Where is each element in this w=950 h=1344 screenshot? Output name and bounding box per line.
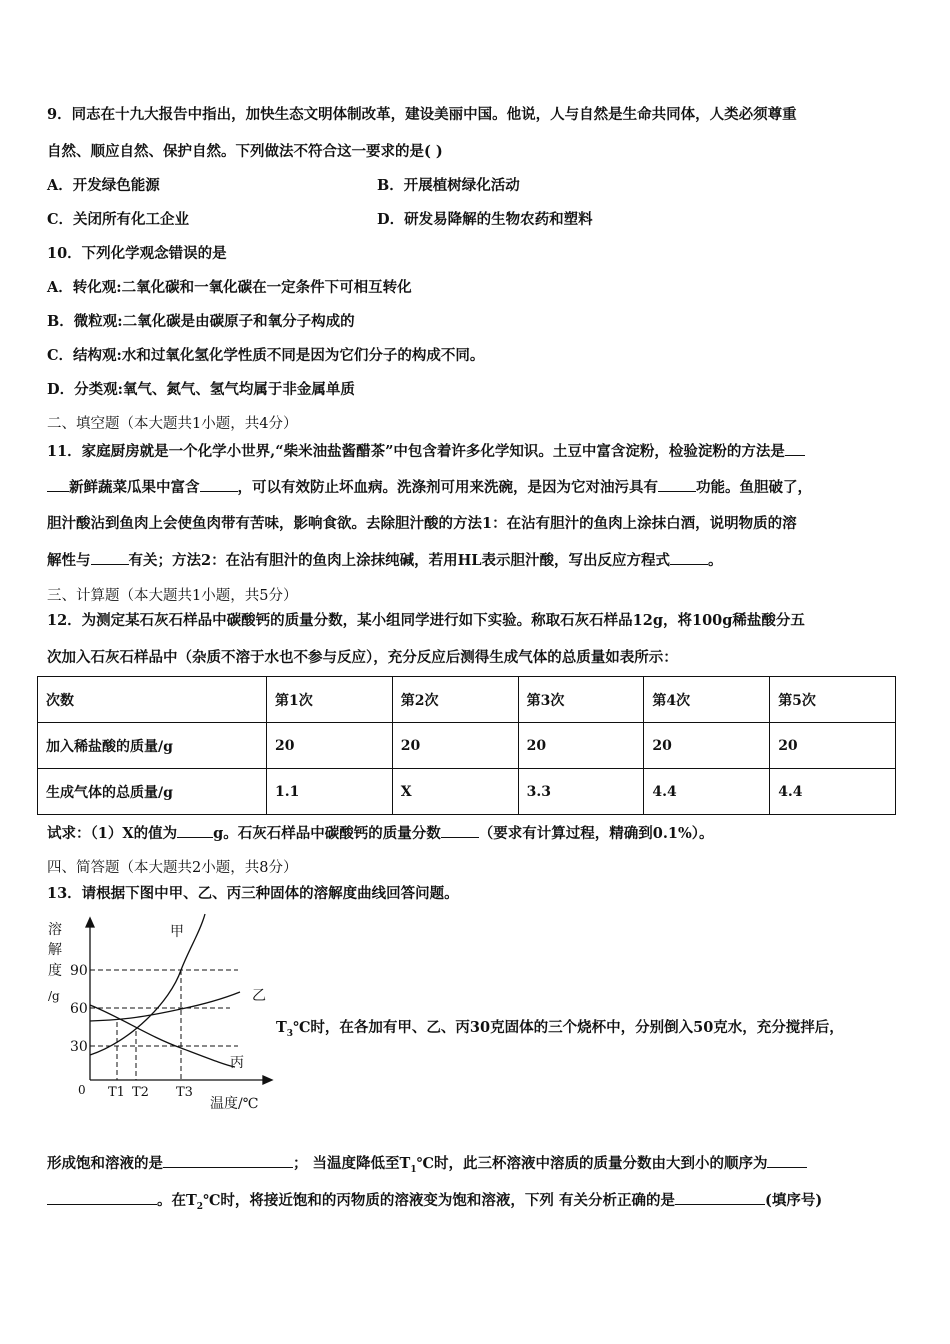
q11-text: 新鲜蔬菜瓜果中富含	[69, 479, 200, 496]
section-4-heading: 四、简答题（本大题共2小题，共8分）	[47, 860, 298, 876]
y-axis-label: 解	[48, 942, 62, 958]
table-cell: 3.3	[518, 769, 644, 815]
table-header-cell: 第4次	[644, 677, 770, 723]
table-cell: 生成气体的总质量/g	[38, 769, 267, 815]
q11-line3: 胆汁酸沾到鱼肉上会使鱼肉带有苦味，影响食欲。去除胆汁酸的方法1：在沾有胆汁的鱼肉上涂抹白酒，说明物质的溶	[47, 515, 797, 532]
q12-line1: 12．为测定某石灰石样品中碳酸钙的质量分数，某小组同学进行如下实验。称取石灰石样品12g，将100g稀盐酸分五	[47, 612, 805, 629]
q11-text: ，可以有效防止坏血病。洗涤剂可用来洗碗，是因为它对油污具有	[237, 479, 658, 496]
table-cell: 加入稀盐酸的质量/g	[38, 723, 267, 769]
answer-blank[interactable]	[91, 550, 129, 566]
curve-label-jia: 甲	[170, 924, 184, 940]
q11-line2	[47, 476, 812, 497]
y-tick-label: 30	[70, 1039, 88, 1055]
q12-text: 试求：（1）X的值为	[47, 825, 178, 842]
answer-blank[interactable]	[658, 477, 696, 493]
y-tick-label: 90	[70, 963, 88, 979]
y-axis-label: /g	[48, 989, 60, 1003]
table-header-cell: 第5次	[770, 677, 896, 723]
answer-blank[interactable]	[47, 477, 69, 493]
curve-yi	[90, 992, 240, 1021]
q11-text: 有关；方法2：在沾有胆汁的鱼肉上涂抹纯碱，若用HL表示胆汁酸，写出反应方程式	[128, 552, 670, 569]
q11-text: 功能。鱼胆破了，	[696, 479, 812, 496]
q13-stem: 13．请根据下图中甲、乙、丙三种固体的溶解度曲线回答问题。	[47, 885, 459, 902]
table-header-cell: 第2次	[392, 677, 518, 723]
q13-text: T	[276, 1019, 287, 1036]
q13-text: (填序号)	[764, 1192, 823, 1209]
q12-text: g。石灰石样品中碳酸钙的质量分数	[213, 825, 441, 842]
table-cell: 4.4	[770, 769, 896, 815]
q12-ask	[47, 822, 714, 843]
q9-option-a: A．开发绿色能源	[47, 177, 160, 194]
q13-text: 。在T	[157, 1192, 197, 1209]
table-header-cell: 第3次	[518, 677, 644, 723]
x-tick-label: T3	[176, 1085, 193, 1100]
q9-line2: 自然、顺应自然、保护自然。下列做法不符合这一要求的是( )	[47, 143, 443, 160]
q13-line1	[47, 1152, 807, 1175]
q12-line2: 次加入石灰石样品中（杂质不溶于水也不参与反应），充分反应后测得生成气体的总质量如表所示：	[47, 649, 678, 666]
q13-text: 形成饱和溶液的是	[47, 1155, 163, 1172]
q12-text: （要求有计算过程，精确到0.1%）。	[478, 825, 714, 842]
q10-option-d: D．分类观:氧气、氮气、氢气均属于非金属单质	[47, 381, 355, 398]
curve-label-yi: 乙	[252, 988, 266, 1004]
y-axis-label: 溶	[48, 922, 62, 938]
curve-bing	[90, 1005, 235, 1067]
section-3-heading: 三、计算题（本大题共1小题，共5分）	[47, 588, 298, 604]
table-header-cell: 第1次	[267, 677, 393, 723]
q11-line1	[47, 440, 805, 461]
subscript: 3	[286, 1028, 294, 1039]
q13-text: ℃时，此三杯溶液中溶质的质量分数由大到小的顺序为	[416, 1155, 768, 1172]
q13-text: ℃时，将接近饱和的丙物质的溶液变为饱和溶液，下列 有关分析正确的是	[203, 1192, 675, 1209]
answer-blank[interactable]	[200, 477, 238, 493]
subscript: 1	[410, 1164, 417, 1175]
x-axis-arrow-icon	[263, 1076, 272, 1084]
x-axis-label: 温度/℃	[210, 1096, 259, 1112]
q13-text: ； 当温度降低至T	[293, 1155, 411, 1172]
origin-label: 0	[78, 1083, 86, 1097]
q11-text: 。	[707, 552, 723, 569]
answer-blank[interactable]	[785, 441, 805, 457]
x-tick-label: T1	[108, 1085, 125, 1100]
table-cell: 20	[392, 723, 518, 769]
answer-blank[interactable]	[675, 1190, 765, 1206]
q10-option-a: A．转化观:二氧化碳和一氧化碳在一定条件下可相互转化	[47, 279, 412, 296]
q10-option-c: C．结构观:水和过氧化氢化学性质不同是因为它们分子的构成不同。	[47, 347, 485, 364]
answer-blank[interactable]	[177, 823, 213, 839]
table-row	[38, 769, 896, 815]
q10-stem: 10．下列化学观念错误的是	[47, 245, 227, 262]
table-cell: X	[392, 769, 518, 815]
table-cell: 20	[770, 723, 896, 769]
solubility-curve-diagram	[40, 912, 280, 1112]
q13-line2	[47, 1189, 822, 1212]
q9-line1: 9．同志在十九大报告中指出，加快生态文明体制改革，建设美丽中国。他说，人与自然是生命共同体，人类必须尊重	[47, 106, 797, 123]
q13-text: ℃时，在各加有甲、乙、丙30克固体的三个烧杯中，分别倒入50克水，充分搅拌后，	[293, 1019, 844, 1036]
table-cell: 1.1	[267, 769, 393, 815]
section-2-heading: 二、填空题（本大题共1小题，共4分）	[47, 416, 298, 432]
subscript: 2	[196, 1201, 204, 1212]
table-header-cell: 次数	[38, 677, 267, 723]
q11-text: 11．家庭厨房就是一个化学小世界,“柴米油盐酱醋茶”中包含着许多化学知识。土豆中富含淀粉，检验淀粉的方法是	[47, 443, 785, 460]
data-table	[37, 676, 896, 815]
q13-side-text	[276, 1016, 844, 1039]
answer-blank[interactable]	[441, 823, 479, 839]
table-cell: 20	[267, 723, 393, 769]
table-cell: 20	[518, 723, 644, 769]
answer-blank[interactable]	[767, 1153, 807, 1169]
q11-text: 解性与	[47, 552, 91, 569]
y-axis-arrow-icon	[86, 918, 94, 927]
table-row	[38, 723, 896, 769]
answer-blank[interactable]	[163, 1153, 293, 1169]
q9-option-d: D．研发易降解的生物农药和塑料	[377, 211, 593, 228]
q9-option-b: B．开展植树绿化活动	[377, 177, 520, 194]
curve-label-bing: 丙	[230, 1055, 244, 1071]
table-cell: 4.4	[644, 769, 770, 815]
table-header-row	[38, 677, 896, 723]
answer-blank[interactable]	[47, 1190, 157, 1206]
y-tick-label: 60	[70, 1001, 88, 1017]
q10-option-b: B．微粒观:二氧化碳是由碳原子和氧分子构成的	[47, 313, 355, 330]
answer-blank[interactable]	[670, 550, 708, 566]
q9-option-c: C．关闭所有化工企业	[47, 211, 190, 228]
x-tick-label: T2	[132, 1085, 149, 1100]
q11-line4	[47, 549, 722, 570]
table-cell: 20	[644, 723, 770, 769]
y-axis-label: 度	[48, 963, 62, 979]
